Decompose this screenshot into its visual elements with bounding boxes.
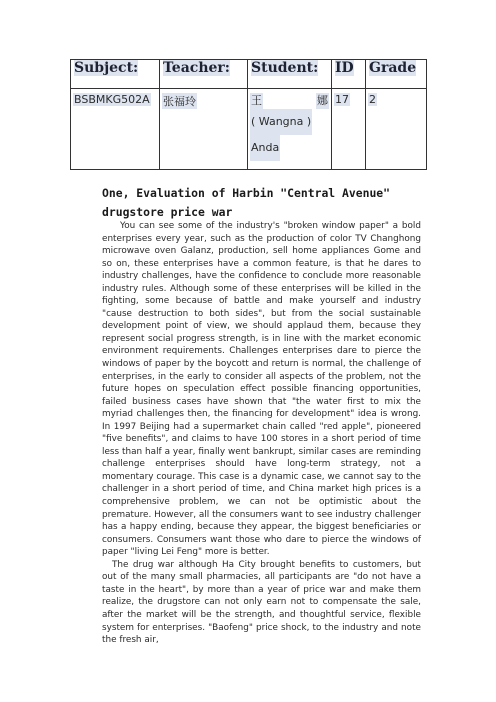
student-english-name: Anda [250,135,329,161]
section-heading: One, Evaluation of Harbin "Central Avenue" drugstore price war [102,186,391,219]
student-cell [248,89,332,170]
subject-cell [71,89,160,170]
header-student: Student: [248,60,332,89]
id-cell [332,89,366,170]
table-header-row [71,60,427,89]
teacher-cell [160,89,248,170]
header-teacher: Teacher: [160,60,248,89]
paragraph: You can see some of the industry's "broken window paper" a bold enterprises every year, such as the production of color TV Changhong microwave oven Galanz, production, sell home appliances Gome and so on, these enterprises have a common feature, is that he dares to industry challenges, have the confidence to conclude more reasonable industry rules. Although some of these enterprises will be killed in the fighting, some because of battle and make yourself and industry "cause destruction to both sides", but from the social sustainable development point of view, we should applaud them, because they represent social progress strength, is in line with the market economic environment requirements. Challenges enterprises dare to pierce the windows of paper by the boycott and return is normal, the challenge of enterprises, in the early to consider all aspects of the problem, not the future hopes on speculation effect possible financing opportunities, failed business cases have shown that "the water first to mix the myriad challenges then, the financing for development" idea is wrong. In 1997 Beijing had a supermarket chain called "red apple", pioneered "five benefits", and claims to have 100 stores in a short period of time less than half a year, finally went bankrupt, similar cases are reminding challenge enterprises should have long-term strategy, not a momentary courage. This case is a dynamic case, we cannot say to the challenger in a short period of time, and China market high prices is a comprehensive problem, we can not be optimistic about the premature. However, all the consumers want to see industry challenger has a happy ending, because they appear, the biggest beneficiaries or consumers. Consumers want those who dare to pierce the windows of paper "living Lei Feng" more is better. [102,221,421,558]
grade-cell [366,89,427,170]
student-chinese-name: 王 娜 [251,94,328,107]
header-grade: Grade [366,60,427,89]
table-row [71,89,427,170]
grade-value: 2 [369,93,376,106]
document-body [102,220,421,647]
paragraph: The drug war although Ha City brought benefits to customers, but out of the many small pharmacies, all participants are "do not have a taste in the heart", by more than a year of price war and make them realize, the drugstore can not only earn not to compensate the sale, after the market will be the strength, and thoughtful service, flexible system for enterprises. "Baofeng" price shock, to the industry and note the fresh air, [102,559,421,646]
subject-value: BSBMKG502A [74,93,150,106]
teacher-value: 张福玲 [163,95,196,108]
id-value: 17 [335,93,349,106]
header-subject: Subject: [71,60,160,89]
student-pinyin-name: ( Wangna ) [250,109,329,135]
student-info-table [70,59,427,170]
header-id: ID [332,60,366,89]
